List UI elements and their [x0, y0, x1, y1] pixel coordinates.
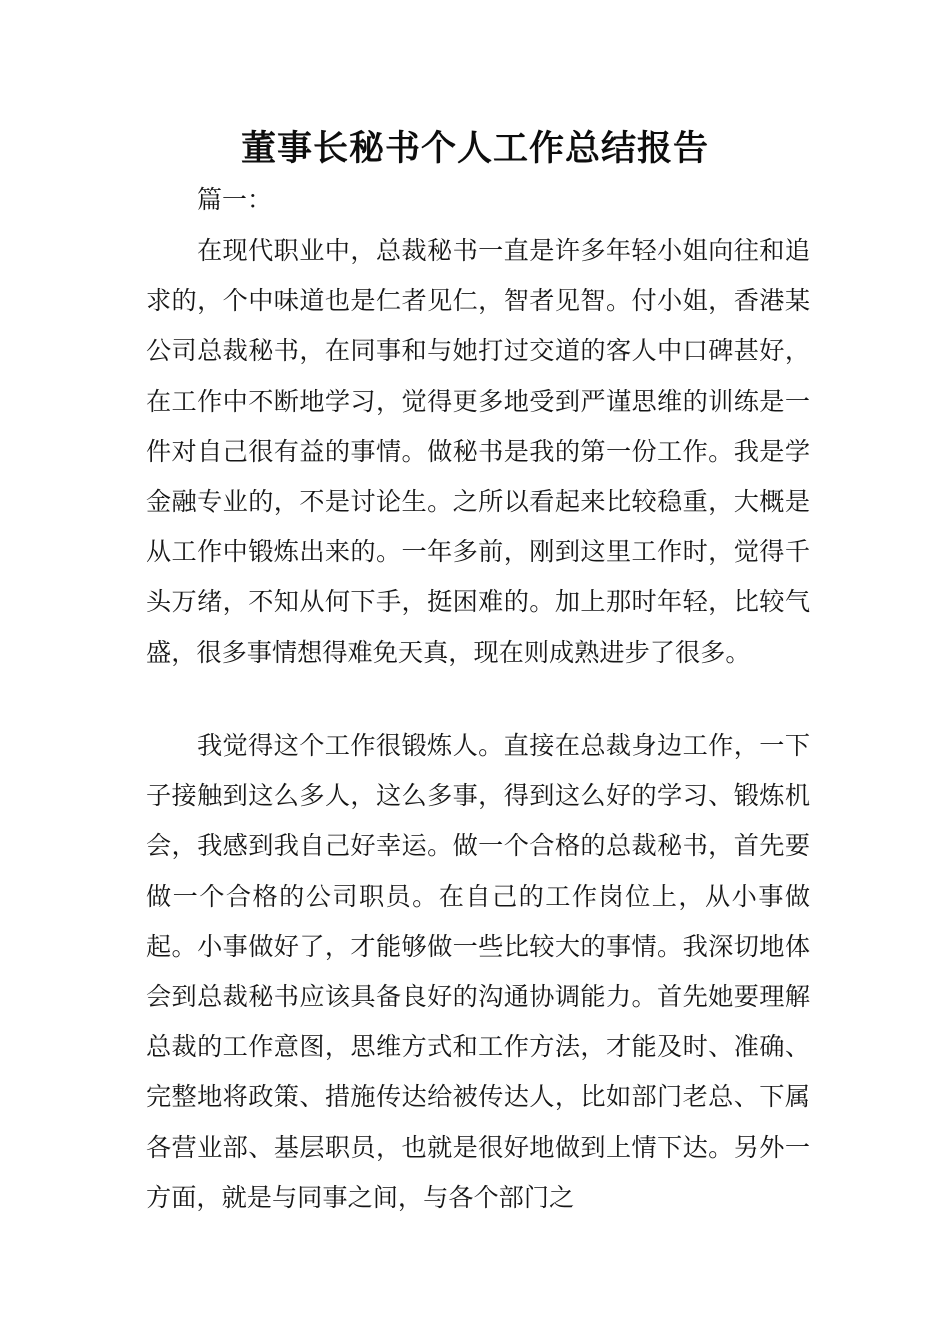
body-paragraph-2: 我觉得这个工作很锻炼人。直接在总裁身边工作，一下子接触到这么多人，这么多事，得到这么好的学习、锻炼机会，我感到我自己好幸运。做一个合格的总裁秘书，首先要做一个合格的公司职员。在自己的工作岗位上，从小事做起。小事做好了，才能够做一些比较大的事情。我深切地体会到总裁秘书应该具备良好的沟通协调能力。首先她要理解总裁的工作意图，思维方式和工作方法，才能及时、准确、完整地将政策、措施传达给被传达人，比如部门老总、下属各营业部、基层职员，也就是很好地做到上情下达。另外一方面，就是与同事之间，与各个部门之 [146, 731, 810, 1212]
body-paragraph-1: 在现代职业中，总裁秘书一直是许多年轻小姐向往和追求的，个中味道也是仁者见仁，智者见智。付小姐，香港某公司总裁秘书，在同事和与她打过交道的客人中口碑甚好，在工作中不断地学习，觉得更多地受到严谨思维的训练是一件对自己很有益的事情。做秘书是我的第一份工作。我是学金融专业的，不是讨论生。之所以看起来比较稳重，大概是从工作中锻炼出来的。一年多前，刚到这里工作时，觉得千头万绪，不知从何下手，挺困难的。加上那时年轻，比较气盛，很多事情想得难免天真，现在则成熟进步了很多。 [146, 236, 810, 667]
document-title: 董事长秘书个人工作总结报告 [240, 128, 709, 169]
section-label: 篇一： [197, 185, 273, 214]
